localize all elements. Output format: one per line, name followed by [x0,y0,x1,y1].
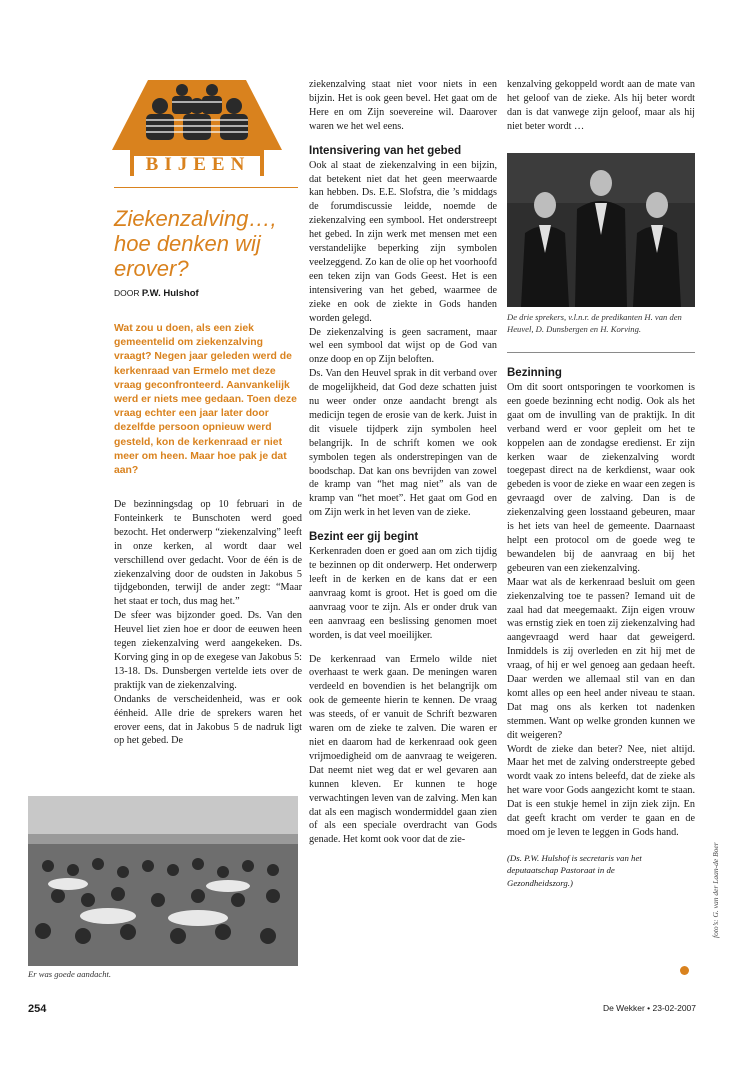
speakers-photo [507,153,695,307]
paragraph: De sfeer was bijzonder goed. Ds. Van den Heuvel liet zien hoe er door de eeuwen heen tegen ziekenzalving werd aangekeken. Ds. Korving ging in op de exegese van Jakobus 5: 13-18. Ds. Dunsbergen vertelde iets over de praktijk van de ziekenzalving. [114,610,302,691]
page-number: 254 [28,1003,47,1015]
article-title: Ziekenzalving…, hoe denken wij erover? [114,206,277,281]
column-3-bezinning [507,366,695,889]
paragraph: De kerkenraad van Ermelo wilde niet overhaast te werk gaan. De meningen waren verdeeld en bovendien is het belangrijk om ook de gemeente hierin te kennen. De vraag was steeds, of er vanuit de Schrift bezwaren waren om de zieke te zalven. Die waren er niet en daarom had de kerkenraad ook geen vrijmoedigheid om de aanvraag te weigeren. Dat neemt niet weg dat er wel gevaren aan kunnen kleven. Er kunnen te hoge verwachtingen leven van de zalving. Men kan dat als een magisch wondermiddel gaan zien of als een speciale overdracht van Gods genade. Het komt ook voor dat de zie- [309,653,497,846]
article-intro: Wat zou u doen, als een ziek gemeentelid om ziekenzalving vraagt? Negen jaar geleden werd de kerkenraad van Ermelo met deze vraag geconfronteerd. Aanvankelijk werd er niets mee gedaan. Toen deze vraag echter een jaar later door dezelfde persoon opnieuw werd gesteld, kon de kerkenraad er niet meer om heen. Maar hoe pak je dat aan? [114,323,297,477]
paragraph: Ondanks de verscheidenheid, was er ook éénheid. Alle drie de sprekers waren het erover eens, dat in Jakobus 5 de nadruk ligt op het gebed. De [114,693,302,747]
audience-caption: Er was goede aandacht. [28,969,112,979]
author-note: (Ds. P.W. Hulshof is secretaris van het deputaatschap Pastoraat in de Gezondheidszorg.) [507,852,642,888]
paragraph: Wordt de zieke dan beter? Nee, niet altijd. Maar het met de zalving onderstreepte gebed wordt vaak zo intens beleefd, dat de zieke als het ware voor Gods aangezicht komt te staan. Dat is een stukje hemel in zijn ziek zijn. En dat geeft kracht om verder te gaan en de moed om je leven te leggen in Gods hand. [507,743,695,838]
publication-info: De Wekker • 23-02-2007 [602,1003,696,1013]
paragraph: Ook al staat de ziekenzalving in een bijzin, dat betekent niet dat het geen meerwaarde kan hebben. Ds. E.E. Slofstra, die ’s middags de forumdiscussie leidde, noemde de ziekenzalving een symbool. Het onderstreept het gebed. In zijn werk met mensen met een verstandelijke beperking zijn symbolen veelzeggend. Zo kan de olie op het voorhoofd een teken zijn van Gods Geest. Het is een intensivering van het gebed, waarmee de zieke en ook de ziekte in Gods handen worden gelegd. [309,159,497,324]
paragraph: ziekenzalving staat niet voor niets in een bijzin. Het is ook geen bevel. Het gaat om de Here en om Zijn soevereine wil. Daarover waren we het wel eens. [309,79,497,132]
logo-text: BIJEEN [145,154,251,175]
paragraph: kenzalving gekoppeld wordt aan de mate van het geloof van de zieke. Als hij beter wordt dan is dat vanwege zijn geloof, maar als hij niet beter wordt … [507,79,695,132]
audience-image-icon [28,796,298,966]
byline [114,288,199,299]
paragraph: Kerkenraden doen er goed aan om zich tijdig te bezinnen op dit onderwerp. Het onderwerp leeft in de kerken en de kans dat er een aanvraag komt is groot. Het is goed om die aanvraag voor te zijn. Als er onder druk van een aanvraag een beslissing genomen moet worden, is dat veel moeilijker. [309,546,497,641]
paragraph: Ds. Van den Heuvel sprak in dit verband over de mogelijkheid, dat God deze schatten juist nu weer onder onze aandacht brengt als medicijn tegen de erosie van de kerk. Juist in dit visuele tijdperk zijn symbolen heel belangrijk. In de schrift komen we ook symbolen tegen als onderstrepingen van de boodschap. Dat kan ons bevrijden van zowel de kramp van “het mag niet” als van de kramp van “het moet”. Het gaat om God en om Zijn werk in het leven van de zieke. [309,368,497,519]
byline-prefix: DOOR [114,288,140,298]
speakers-caption: De drie sprekers, v.l.n.r. de predikanten H. van den Heuvel, D. Dunsbergen en H. Korving. [507,312,682,334]
heading-intensivering: Intensivering van het gebed [309,144,462,157]
audience-photo [28,796,298,966]
byline-author: P.W. Hulshof [141,288,199,299]
paragraph: Om dit soort ontsporingen te voorkomen is een goede bezinning echt nodig. Ook als het gaat om de invulling van de praktijk. In dit verband werd er voor gepleit om het te koppelen aan de zondagse eredienst. Er zijn kerken waar de ziekenzalving wordt toegepast direct na de kerkdienst, waar ook gebeden is voor de zieke en waar een zegen is gevraagd over de zalving. Dan is de ziekenzalving geen losstaand gebeuren, maar is het iets van heel de gemeente. Daarnaast helpt een protocol om de goede weg te bewandelen bij de aanvraag en bij het gebeuren van een ziekenzalving. [507,382,695,574]
paragraph: De bezinningsdag op 10 februari in de Fonteinkerk te Bunschoten werd goed bezocht. Het onderwerp “ziekenzalving” leeft in onze kerken, al wordt daar wel verschillend over gedacht. Voor de één is de ziekenzalving door de oudsten in Jakobus 5 tijdgebonden, terwijl de ander zegt: “Maar het staat er toch, dus mag het.” [114,499,302,608]
speakers-image-icon [507,153,695,307]
photo-credit: foto’s: G. van der Laan-de Boer [711,842,720,938]
paragraph: Maar wat als de kerkenraad besluit om geen ziekenzalving toe te passen? Iemand uit de zaal had dat meegemaakt. Zijn eigen vrouw was ernstig ziek en toen zij ziekenzalving had aangevraagd werd haar dat geweigerd. Inmiddels is zij overleden en zit hij met de vraag, of hij er wel genoeg aan gedaan heeft. Daar werden we allemaal stil van en dan komt alles op een heel ander niveau te staan. Dat mag ons als kerken tot nadenken stemmen. Want op welke gronden kunnen we dit weigeren? [507,576,695,741]
end-mark-icon [680,966,689,975]
bijeen-logo [108,76,286,182]
heading-bezint: Bezint eer gij begint [309,531,419,544]
heading-bezinning: Bezinning [507,367,562,379]
column-1 [114,498,302,748]
title-rule [114,187,298,188]
column-2 [309,78,497,847]
paragraph: De ziekenzalving is geen sacrament, maar wel een symbool dat wijst op de God van onze doop en op Zijn beloften. [309,326,497,366]
caption-rule [507,352,695,353]
column-3 [507,78,695,134]
